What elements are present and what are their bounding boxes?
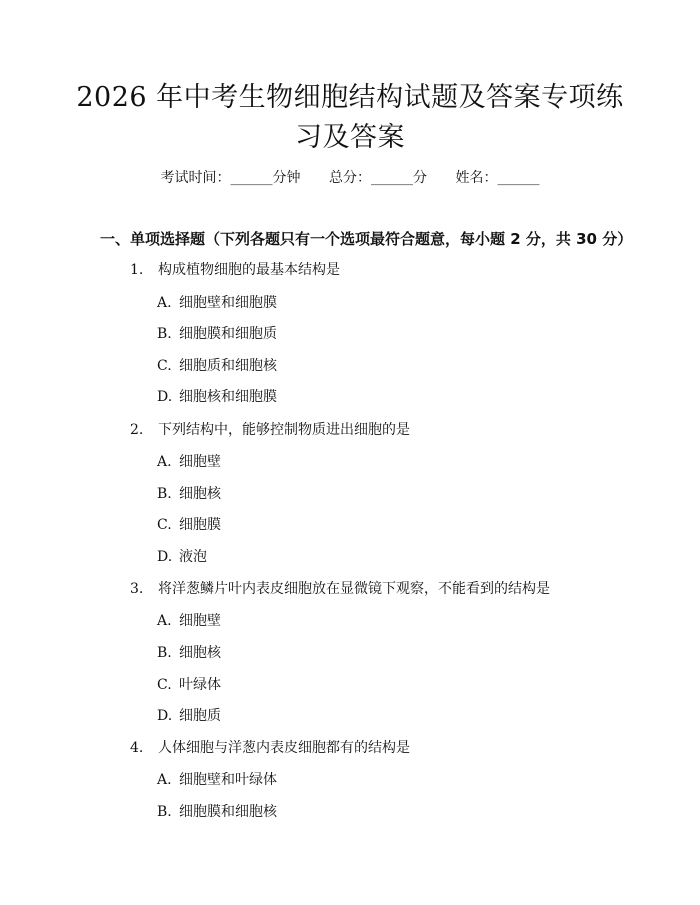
option-letter: D.: [157, 549, 173, 565]
option-letter: B.: [157, 645, 172, 661]
option-text: 细胞膜和细胞质: [179, 326, 277, 342]
exam-info: [0, 168, 700, 188]
question-number: 3.: [130, 581, 144, 597]
question-number: 4.: [130, 740, 144, 756]
question-text: 人体细胞与洋葱内表皮细胞都有的结构是: [158, 740, 410, 756]
page-title-line-2: 习及答案: [295, 122, 405, 153]
option: [157, 452, 221, 472]
option-letter: A.: [157, 295, 172, 311]
total-score-field: 总分：______分: [329, 170, 427, 186]
option: [157, 802, 277, 822]
option: [157, 387, 277, 407]
option: [157, 356, 277, 376]
option-letter: B.: [157, 326, 172, 342]
option: [157, 484, 221, 504]
option-text: 叶绿体: [179, 677, 221, 693]
option-letter: C.: [157, 677, 172, 693]
option-letter: C.: [157, 517, 172, 533]
option-text: 细胞核: [179, 645, 221, 661]
option-text: 细胞壁和叶绿体: [179, 772, 277, 788]
option: [157, 643, 221, 663]
question-number: 1.: [130, 262, 144, 278]
question-text: 将洋葱鳞片叶内表皮细胞放在显微镜下观察，不能看到的结构是: [158, 581, 550, 597]
option: [157, 547, 207, 567]
question-text: 构成植物细胞的最基本结构是: [158, 262, 340, 278]
option: [157, 706, 221, 726]
section-heading: 一、单项选择题（下列各题只有一个选项最符合题意，每小题 2 分，共 30 分）: [100, 230, 633, 248]
page-title: [60, 78, 640, 158]
option-text: 细胞膜: [179, 517, 221, 533]
option-letter: A.: [157, 454, 172, 470]
option-letter: B.: [157, 486, 172, 502]
option-text: 细胞质: [179, 708, 221, 724]
question: [130, 260, 340, 280]
option: [157, 770, 277, 790]
name-field: 姓名：______: [455, 170, 540, 186]
option: [157, 515, 221, 535]
option-text: 液泡: [179, 549, 207, 565]
page-title-line-1: 2026 年中考生物细胞结构试题及答案专项练: [76, 82, 624, 113]
question: [130, 579, 550, 599]
exam-time-field: 考试时间：______分钟: [160, 170, 301, 186]
option-text: 细胞膜和细胞核: [179, 804, 277, 820]
option: [157, 611, 221, 631]
option: [157, 675, 221, 695]
option-letter: D.: [157, 708, 173, 724]
option-letter: B.: [157, 804, 172, 820]
option: [157, 293, 277, 313]
question-number: 2.: [130, 422, 144, 438]
option-text: 细胞壁: [179, 454, 221, 470]
question: [130, 420, 410, 440]
option: [157, 324, 277, 344]
option-text: 细胞核: [179, 486, 221, 502]
option-letter: A.: [157, 613, 172, 629]
option-text: 细胞壁和细胞膜: [179, 295, 277, 311]
option-text: 细胞核和细胞膜: [179, 389, 277, 405]
question: [130, 738, 410, 758]
option-text: 细胞质和细胞核: [179, 358, 277, 374]
option-letter: A.: [157, 772, 172, 788]
option-letter: C.: [157, 358, 172, 374]
question-text: 下列结构中，能够控制物质进出细胞的是: [158, 422, 410, 438]
option-letter: D.: [157, 389, 173, 405]
option-text: 细胞壁: [179, 613, 221, 629]
